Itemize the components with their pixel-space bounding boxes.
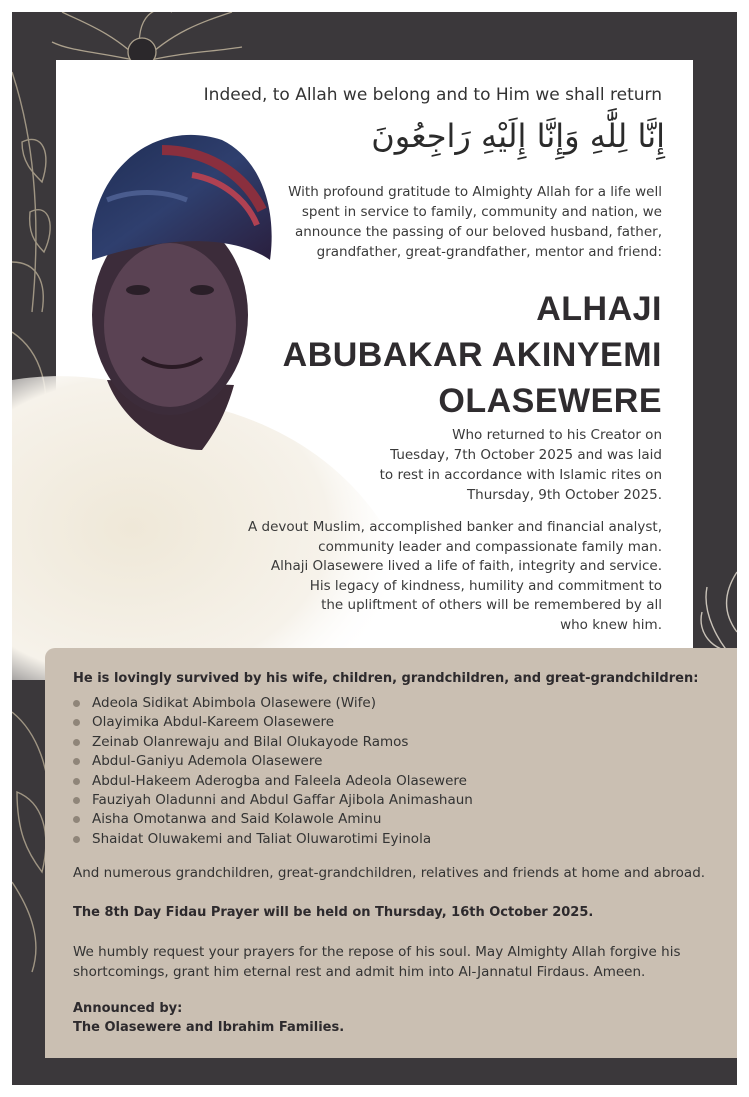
survived-heading: He is lovingly survived by his wife, children, grandchildren, and great-grandchildren: — [73, 671, 699, 686]
returned-line: Who returned to his Creator on — [452, 427, 662, 443]
opening-line: Indeed, to Allah we belong and to Him we shall return — [203, 85, 662, 105]
tribute-line: Alhaji Olasewere lived a life of faith, integrity and service. — [270, 558, 662, 574]
tribute-line: who knew him. — [560, 616, 662, 633]
survivor-name: Shaidat Oluwakemi and Taliat Oluwarotimi Eyinola — [92, 830, 432, 847]
tribute-line: community leader and compassionate family man. — [318, 538, 662, 555]
fidau-prayer-notice: The 8th Day Fidau Prayer will be held on Thursday, 16th October 2025. — [73, 905, 594, 920]
bullet-icon — [73, 816, 80, 823]
survivor-item — [73, 772, 473, 791]
tribute-line: His legacy of kindness, humility and commitment to — [309, 577, 662, 594]
survivor-name: Adeola Sidikat Abimbola Olasewere (Wife) — [92, 695, 376, 711]
survivors-list — [73, 694, 473, 849]
returned-line: to rest in accordance with Islamic rites on — [379, 467, 662, 483]
bullet-icon — [73, 797, 80, 804]
survivor-name: Olayimika Abdul-Kareem Olasewere — [92, 714, 335, 731]
gratitude-line: announce the passing of our beloved husband, father, — [294, 224, 662, 240]
name-line: OLASEWERE — [438, 382, 662, 420]
bullet-icon — [73, 700, 80, 707]
survivor-item — [73, 694, 473, 713]
bullet-icon — [73, 778, 80, 785]
returned-line: Tuesday, 7th October 2025 and was laid — [390, 447, 662, 463]
survivor-item — [73, 752, 473, 771]
survivor-name: Zeinab Olanrewaju and Bilal Olukayode Ramos — [92, 733, 409, 750]
gratitude-paragraph — [270, 182, 662, 262]
survivor-item — [73, 733, 473, 752]
announcing-families: The Olasewere and Ibrahim Families. — [73, 1020, 345, 1035]
name-line: ABUBAKAR AKINYEMI — [282, 336, 662, 374]
survivor-item — [73, 830, 473, 849]
prayer-line: shortcomings, grant him eternal rest and admit him into Al-Jannatul Firdaus. Ameen. — [73, 964, 646, 980]
survivor-name: Aisha Omotanwa and Said Kolawole Aminu — [92, 811, 382, 828]
bullet-icon — [73, 739, 80, 746]
tribute-paragraph — [220, 518, 662, 635]
survivor-name: Fauziyah Oladunni and Abdul Gaffar Ajibola Animashaun — [92, 792, 473, 809]
bullet-icon — [73, 719, 80, 726]
bullet-icon — [73, 836, 80, 843]
gratitude-line: With profound gratitude to Almighty Allah for a life well — [288, 184, 662, 200]
returned-paragraph — [330, 425, 662, 505]
deceased-name — [280, 286, 662, 424]
returned-line: Thursday, 9th October 2025. — [466, 487, 662, 503]
prayer-line: We humbly request your prayers for the repose of his soul. May Almighty Allah forgive his — [73, 944, 681, 960]
bullet-icon — [73, 758, 80, 765]
arabic-verse: إِنَّا لِلَّٰهِ وَإِنَّا إِلَيْهِ رَاجِعُونَ — [371, 117, 665, 155]
survivor-item — [73, 791, 473, 810]
gratitude-line: spent in service to family, community and nation, we — [301, 204, 662, 220]
tribute-line: A devout Muslim, accomplished banker and financial analyst, — [247, 519, 662, 535]
tribute-line: the upliftment of others will be remembered by all — [321, 597, 662, 613]
survivor-item — [73, 810, 473, 829]
survivor-name: Abdul-Ganiyu Ademola Olasewere — [92, 753, 323, 770]
numerous-relatives-line: And numerous grandchildren, great-grandchildren, relatives and friends at home and abroad. — [73, 865, 706, 881]
prayer-request — [73, 942, 713, 982]
name-line: ALHAJI — [536, 290, 662, 328]
gratitude-line: grandfather, great-grandfather, mentor and friend: — [316, 244, 662, 260]
announced-by-label: Announced by: — [73, 1001, 183, 1016]
survivor-name: Abdul-Hakeem Aderogba and Faleela Adeola Olasewere — [92, 772, 467, 789]
survivor-item — [73, 713, 473, 732]
